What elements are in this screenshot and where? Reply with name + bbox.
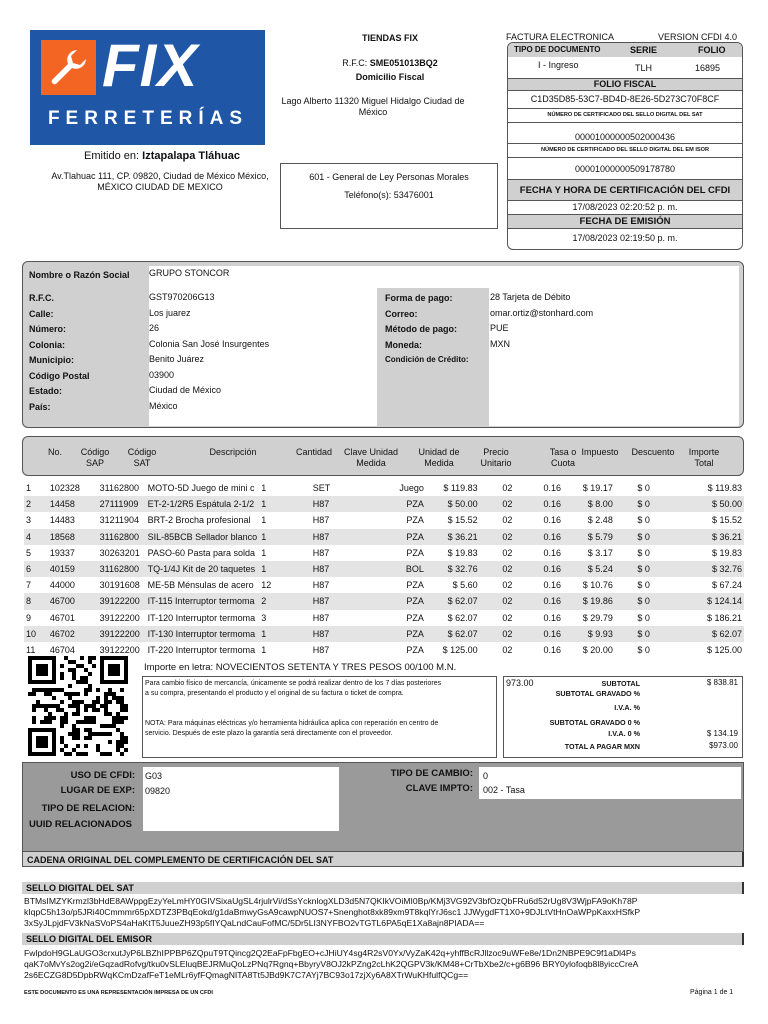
client-field-value: GST970206G13 xyxy=(149,292,215,302)
payment-method-value: PUE xyxy=(490,323,509,333)
lugar-exp-label: LUGAR DE EXP: xyxy=(60,785,135,796)
iva-label: I.V.A. % xyxy=(614,703,640,712)
cell-clave-unidad: SET xyxy=(312,483,331,494)
cell-precio: $ 119.83 xyxy=(443,483,478,494)
subtotal-value: $ 838.81 xyxy=(706,678,738,687)
cell-clave-unidad: H87 xyxy=(311,593,367,609)
cell-cuota: 0.16 xyxy=(535,561,563,577)
cell-no: 3 xyxy=(26,515,32,526)
cell-no: 5 xyxy=(26,547,32,558)
client-field-label: Estado: xyxy=(29,386,63,396)
fecha-emision-value: 17/08/2023 02:19:50 p. m. xyxy=(572,233,678,243)
cell-tasa: 02 xyxy=(502,547,513,558)
cell-descripcion: IT-220 Interruptor termoma xyxy=(147,644,256,655)
cell-codigo-sat: 31162800 xyxy=(99,483,140,494)
client-field-label: Número: xyxy=(29,324,67,334)
cell-clave-unidad: H87 xyxy=(311,561,367,577)
cell-unidad: PZA xyxy=(406,580,424,591)
client-section xyxy=(22,261,744,428)
cell-importe: $ 19.83 xyxy=(711,547,742,558)
cell-importe: $ 119.83 xyxy=(707,483,742,494)
cell-cantidad: 1 xyxy=(261,547,267,558)
cell-no: 4 xyxy=(24,529,48,545)
cell-descripcion: PASO-60 Pasta para solda xyxy=(147,547,256,558)
totals-box xyxy=(503,676,743,758)
cell-descuento: $ 0 xyxy=(615,561,672,577)
col-header-descripcion: Descripción xyxy=(209,447,257,457)
cell-tasa: 02 xyxy=(480,626,535,642)
branch-address: Av.Tlahuac 111, CP. 09820, Ciudad de México México, MÉXICO CIUDAD DE MEXICO xyxy=(51,171,269,192)
credit-condition-label: Condición de Crédito: xyxy=(385,355,469,364)
cell-importe: $ 124.14 xyxy=(672,593,744,609)
tipo-doc-label: TIPO DE DOCUMENTO xyxy=(514,45,601,54)
company-logo xyxy=(30,30,265,145)
cell-cuota: 0.16 xyxy=(543,612,562,623)
cell-unidad: PZA xyxy=(366,496,426,512)
cell-descripcion: SIL-85BCB Sellador blanco xyxy=(146,529,260,545)
sello-sat-value: BTMsIMZYKrmzl3bHdE8AWppgEzyYeLmHY0GIVSixaUgSL4rjulrVi/dSsYcknlogXLD3d5N7QKIkVOiMI0Bp/KMj3VG92V3bfOzQbFRu6d52rUg8V3WjpFA9oKh78P kIqpC5h13o/p5JRi40Cmmmr65pXDTZ3PBqEokd/g1daBmwyGsA9cawpNUOS7+Snenghot8xk89xm9T8kqlYrJ6sc1 JJWygdFT1X0+9DJLtVtHnOaWPpKaxxHSfkP 3xSyJLpjdFV3kNaSVoPS4aHaKtT5JuueZH93p5fIYQaLndCauFofMC/5Dr5LI3NYFBO2vTGTL6PA5qE1Xa8ajn8PIADA== xyxy=(24,896,640,928)
client-field-value: Colonia San José Insurgentes xyxy=(149,339,270,349)
cell-codigo-sat: 30263201 xyxy=(99,547,140,558)
email-label: Correo: xyxy=(385,309,418,319)
tipo-relacion-label: TIPO DE RELACION: xyxy=(41,803,135,814)
cell-clave-unidad: H87 xyxy=(312,547,330,558)
payment-form-label: Forma de pago: xyxy=(385,293,453,303)
cell-codigo-sap: 14483 xyxy=(49,515,75,526)
folio-label: FOLIO xyxy=(698,45,726,55)
cell-cantidad: 1 xyxy=(259,529,311,545)
cell-codigo-sap: 102328 xyxy=(49,483,80,494)
cell-impuesto: $ 19.17 xyxy=(582,483,613,494)
amount-in-words: Importe en letra: NOVECIENTOS SETENTA Y TRES PESOS 00/100 M.N. xyxy=(144,662,457,673)
cell-tasa: 02 xyxy=(480,496,535,512)
currency-label: Moneda: xyxy=(385,340,422,350)
cell-precio: $ 62.07 xyxy=(426,593,480,609)
wrench-icon xyxy=(41,40,96,95)
cell-cuota: 0.16 xyxy=(535,529,563,545)
cert-sat-label: NÚMERO DE CERTIFICADO DEL SELLO DIGITAL DEL SAT xyxy=(547,112,703,118)
table-row xyxy=(24,642,744,658)
cell-cuota: 0.16 xyxy=(543,547,562,558)
notice-box xyxy=(142,676,497,758)
cell-importe: $ 62.07 xyxy=(672,626,744,642)
cell-codigo-sat: 31162800 xyxy=(98,529,146,545)
client-field-value: 03900 xyxy=(149,370,175,380)
cell-codigo-sat: 39122200 xyxy=(98,626,146,642)
cell-codigo-sat: 27111909 xyxy=(98,496,146,512)
client-name-field xyxy=(149,266,739,288)
client-field-value: Los juarez xyxy=(149,308,191,318)
notice-text: Para cambio físico de mercancía, únicamente se podrá realizar dentro de los 7 días posteriores a su compra, presentando el producto y el original de su factura o ticket de compra. xyxy=(145,680,442,697)
cell-unidad: PZA xyxy=(366,593,426,609)
col-header-no: No. xyxy=(47,447,62,457)
cell-impuesto: $ 29.79 xyxy=(582,612,613,623)
cell-descuento: $ 0 xyxy=(637,580,650,591)
iva-0-label: I.V.A. 0 % xyxy=(608,729,640,738)
cell-descuento: $ 0 xyxy=(637,644,650,655)
cell-importe: $ 50.00 xyxy=(672,496,744,512)
page-number: Página 1 de 1 xyxy=(690,989,734,996)
total-label: TOTAL A PAGAR MXN xyxy=(564,742,640,751)
cell-codigo-sap: 40159 xyxy=(48,561,98,577)
cert-emisor-label: NÚMERO DE CERTIFICADO DEL SELLO DIGITAL DEL EM ISOR xyxy=(540,147,710,153)
cell-cuota: 0.16 xyxy=(543,580,562,591)
cell-no: 9 xyxy=(26,612,32,623)
tipo-cambio-value: 0 xyxy=(483,771,489,781)
col-header-codigo-sap: Código SAP xyxy=(80,447,110,468)
cell-clave-unidad: H87 xyxy=(311,496,367,512)
logo-subtext: FERRETERÍAS xyxy=(47,108,249,129)
cell-tasa: 02 xyxy=(480,593,535,609)
cert-emisor-value: 00001000000509178780 xyxy=(574,164,676,174)
cell-descuento: $ 0 xyxy=(637,547,650,558)
col-header-precio: Precio Unitario xyxy=(480,447,512,468)
cell-unidad: PZA xyxy=(406,612,424,623)
col-header-cantidad: Cantidad xyxy=(295,447,333,457)
cell-no: 1 xyxy=(26,483,32,494)
uuid-relacionados-label: UUID RELACIONADOS xyxy=(29,819,132,830)
cell-tasa: 02 xyxy=(502,580,513,591)
cell-clave-unidad: H87 xyxy=(312,612,330,623)
cell-cuota: 0.16 xyxy=(543,483,562,494)
rfc-label: R.F.C: xyxy=(342,58,368,68)
cell-importe: $ 125.00 xyxy=(706,644,742,655)
client-field-label: País: xyxy=(29,402,51,412)
cell-descuento: $ 0 xyxy=(637,515,650,526)
lugar-exp-value: 09820 xyxy=(145,786,171,796)
cell-codigo-sap: 46701 xyxy=(49,612,75,623)
cell-impuesto: $ 20.00 xyxy=(582,644,613,655)
tipo-cambio-label: TIPO DE CAMBIO: xyxy=(390,768,473,779)
client-name-label: Nombre o Razón Social xyxy=(29,270,130,280)
cell-no: 10 xyxy=(24,626,48,642)
table-row xyxy=(24,496,744,512)
cell-codigo-sat: 39122200 xyxy=(99,644,140,655)
email-value: omar.ortiz@stonhard.com xyxy=(490,308,594,318)
note-text: NOTA: Para máquinas eléctricas y/o herramienta hidráulica aplica con reperación en centro de servicio. Después de este plazo la garantía será directamente con el proveedor. xyxy=(145,720,439,737)
sello-emisor-value: FwlpdoH9GLaUGO3crxutJyP6LBZhIPPBP6ZQpuT9TQincg2Q2EaFpFbgEO+cJHiUY4sg4R2sV0Yx/VyZaK42q+yhffBcRJllzoc9uWFe8e/1Dn2NBPE9C9f1aDl4Ps qaK7oMvYs2og2i/eGqzadRofvg/tku0vSLEluqBEJRMuQoLzPNq7Rgnq+BbyryV8OJ2kPZng2cLhK2QGPV3k/KM48+CrTbXbe2/c+g6B96 BRY0ylofoqb8l8yiccCreA 2s6ECZG8D5DpbRWqKCmDzafFeT1eMLr6yfFQmagNITA8Tt5JBd9K7C7AYj7BC93o17zjXy6A8XTrWuKHfulfQCg== xyxy=(24,948,638,980)
cell-impuesto: $ 10.76 xyxy=(582,580,613,591)
cell-precio: $ 62.07 xyxy=(426,626,480,642)
rfc-value: SME051013BQ2 xyxy=(369,58,438,68)
cell-importe: $ 32.76 xyxy=(672,561,744,577)
cell-impuesto: $ 19.86 xyxy=(563,593,615,609)
subtotal-gravado-0-label: SUBTOTAL GRAVADO 0 % xyxy=(549,718,640,727)
cell-no: 7 xyxy=(26,580,32,591)
cell-codigo-sap: 46700 xyxy=(48,593,98,609)
cell-no: 11 xyxy=(26,644,36,655)
cell-impuesto: $ 5.24 xyxy=(563,561,615,577)
cell-cuota: 0.16 xyxy=(535,626,563,642)
client-field-label: Municipio: xyxy=(29,355,74,365)
cell-cuota: 0.16 xyxy=(535,593,563,609)
cell-importe: $ 67.24 xyxy=(711,580,742,591)
col-header-codigo-sat: Código SAT xyxy=(127,447,157,468)
sello-sat-label: SELLO DIGITAL DEL SAT xyxy=(22,882,744,894)
folio-fiscal-label: FOLIO FISCAL xyxy=(593,79,657,89)
iva-0-value: $ 134.19 xyxy=(706,729,738,738)
invoice-panel xyxy=(507,42,743,250)
cell-cantidad: 12 xyxy=(261,580,272,591)
invoice-title: FACTURA ELECTRONICA xyxy=(506,32,615,42)
cell-unidad: PZA xyxy=(366,529,426,545)
totals-amount-left: 973.00 xyxy=(506,678,534,688)
cell-unidad: BOL xyxy=(366,561,426,577)
cell-codigo-sap: 46704 xyxy=(49,644,75,655)
cell-descuento: $ 0 xyxy=(615,593,672,609)
cell-no: 6 xyxy=(24,561,48,577)
company-address: Lago Alberto 11320 Miguel Hidalgo Ciudad de México xyxy=(281,96,465,117)
serie-label: SERIE xyxy=(630,45,658,55)
cell-precio: $ 36.21 xyxy=(426,529,480,545)
company-name: TIENDAS FIX xyxy=(361,33,418,43)
cell-clave-unidad: H87 xyxy=(312,644,330,655)
cell-clave-unidad: H87 xyxy=(311,626,367,642)
cell-precio: $ 32.76 xyxy=(426,561,480,577)
clave-impto-value: 002 - Tasa xyxy=(483,785,525,795)
cell-codigo-sap: 44000 xyxy=(49,580,75,591)
subtotal-label: SUBTOTAL xyxy=(601,679,640,688)
cell-codigo-sap: 14458 xyxy=(48,496,98,512)
items-table xyxy=(24,480,744,658)
cell-impuesto: $ 5.79 xyxy=(563,529,615,545)
cell-descuento: $ 0 xyxy=(615,496,672,512)
client-field-value: Benito Juárez xyxy=(149,354,205,364)
cell-precio: $ 62.07 xyxy=(447,612,478,623)
cell-precio: $ 19.83 xyxy=(447,547,478,558)
uso-cfdi-label: USO DE CFDI: xyxy=(70,770,135,781)
cell-tasa: 02 xyxy=(502,483,513,494)
client-field-value: Ciudad de México xyxy=(149,385,222,395)
cell-codigo-sat: 31162800 xyxy=(98,561,146,577)
cfdi-version: VERSION CFDI 4.0 xyxy=(658,32,738,42)
cell-impuesto: $ 8.00 xyxy=(563,496,615,512)
cell-unidad: PZA xyxy=(406,547,424,558)
cell-cantidad: 2 xyxy=(259,593,311,609)
serie-value: TLH xyxy=(635,63,653,73)
cell-codigo-sap: 19337 xyxy=(49,547,75,558)
cell-codigo-sat: 39122200 xyxy=(98,593,146,609)
cell-descripcion: BRT-2 Brocha profesional xyxy=(147,515,251,526)
company-rfc xyxy=(280,58,500,68)
cell-cantidad: 1 xyxy=(261,515,267,526)
cell-descuento: $ 0 xyxy=(637,612,650,623)
cell-descripcion: TQ-1/4J Kit de 20 taquetes xyxy=(146,561,260,577)
cell-tasa: 02 xyxy=(502,515,513,526)
table-row xyxy=(24,610,744,626)
cell-precio: $ 50.00 xyxy=(426,496,480,512)
cell-cantidad: 1 xyxy=(261,483,267,494)
cell-descuento: $ 0 xyxy=(615,626,672,642)
cell-impuesto: $ 3.17 xyxy=(587,547,613,558)
cell-codigo-sat: 39122200 xyxy=(99,612,140,623)
cfdi-left-fields xyxy=(143,767,339,831)
cell-codigo-sap: 18568 xyxy=(48,529,98,545)
cell-tasa: 02 xyxy=(480,529,535,545)
cell-impuesto: $ 2.48 xyxy=(587,515,613,526)
cell-clave-unidad: H87 xyxy=(312,515,330,526)
cell-precio: $ 5.60 xyxy=(452,580,478,591)
cell-cuota: 0.16 xyxy=(535,496,563,512)
subtotal-gravado-label: SUBTOTAL GRAVADO % xyxy=(555,689,640,698)
cell-unidad: Juego xyxy=(399,483,424,494)
fecha-emision-label: FECHA DE EMISIÓN xyxy=(579,216,671,227)
total-value: $973.00 xyxy=(709,741,738,750)
cell-no: 8 xyxy=(24,593,48,609)
domicilio-label: Domicilio Fiscal xyxy=(355,72,425,82)
cell-descripcion: MOTO-5D Juego de mini c xyxy=(147,483,255,494)
table-row xyxy=(24,593,744,609)
cell-codigo-sat: 31211904 xyxy=(99,515,140,526)
table-row xyxy=(24,512,744,528)
table-row xyxy=(24,529,744,545)
sello-emisor-label: SELLO DIGITAL DEL EMISOR xyxy=(22,933,744,945)
emitido-en xyxy=(62,150,262,162)
folio-fiscal-value: C1D35D85-53C7-BD4D-8E26-5D273C70F8CF xyxy=(530,94,720,104)
table-row xyxy=(24,561,744,577)
client-field-label: Código Postal xyxy=(29,371,90,381)
cfdi-section xyxy=(22,762,744,852)
cell-precio: $ 15.52 xyxy=(447,515,478,526)
cell-cantidad: 1 xyxy=(259,626,311,642)
client-field-value: 26 xyxy=(149,323,160,333)
fecha-cert-value: 17/08/2023 02:20:52 p. m. xyxy=(572,202,678,212)
cell-unidad: PZA xyxy=(406,515,424,526)
cell-tasa: 02 xyxy=(502,644,513,655)
uso-cfdi-value: G03 xyxy=(145,771,163,781)
phone: Teléfono(s): 53476001 xyxy=(344,190,434,200)
table-row xyxy=(24,626,744,642)
col-header-descuento: Descuento xyxy=(631,447,675,457)
cell-tasa: 02 xyxy=(480,561,535,577)
cell-clave-unidad: H87 xyxy=(312,580,330,591)
currency-value: MXN xyxy=(490,339,510,349)
cell-descripcion: ET-2-1/2R5 Espátula 2-1/2 xyxy=(146,496,260,512)
cert-sat-value: 00001000000502000436 xyxy=(574,132,676,142)
tipo-doc-value: I - Ingreso xyxy=(538,60,579,70)
cell-codigo-sap: 46702 xyxy=(48,626,98,642)
cell-codigo-sat: 30191608 xyxy=(99,580,140,591)
logo-text: FIX xyxy=(102,32,199,99)
cell-cantidad: 1 xyxy=(259,561,311,577)
cell-impuesto: $ 9.93 xyxy=(563,626,615,642)
cell-unidad: PZA xyxy=(366,626,426,642)
col-header-impuesto: Impuesto xyxy=(581,447,619,457)
fecha-cert-label: FECHA Y HORA DE CERTIFICACIÓN DEL CFDI xyxy=(519,185,731,196)
cell-descripcion: IT-115 Interruptor termoma xyxy=(146,593,260,609)
cell-descripcion: IT-120 Interruptor termoma xyxy=(147,612,256,623)
col-header-clave-unidad: Clave Unidad Medida xyxy=(343,447,399,468)
col-header-importe: Importe Total xyxy=(688,447,720,468)
cell-unidad: PZA xyxy=(406,644,424,655)
cell-importe: $ 36.21 xyxy=(672,529,744,545)
regimen: 601 - General de Ley Personas Morales xyxy=(309,172,469,182)
cell-descripcion: ME-5B Ménsulas de acero xyxy=(147,580,254,591)
cell-cantidad: 3 xyxy=(261,612,267,623)
client-field-label: Colonia: xyxy=(29,340,65,350)
cadena-original-label: CADENA ORIGINAL DEL COMPLEMENTO DE CERTIFICACIÓN DEL SAT xyxy=(22,852,744,867)
table-row xyxy=(24,480,744,496)
table-row xyxy=(24,545,744,561)
cell-no: 2 xyxy=(24,496,48,512)
payment-form-value: 28 Tarjeta de Débito xyxy=(490,292,571,302)
footer-disclaimer: ESTE DOCUMENTO ES UNA REPRESENTACIÓN IMPRESA DE UN CFDI xyxy=(24,990,213,996)
cell-precio: $ 125.00 xyxy=(442,644,478,655)
cell-importe: $ 186.21 xyxy=(706,612,742,623)
cell-cuota: 0.16 xyxy=(543,644,562,655)
client-name: GRUPO STONCOR xyxy=(149,268,230,278)
cell-cantidad: 1 xyxy=(259,496,311,512)
cell-tasa: 02 xyxy=(502,612,513,623)
payment-method-label: Método de pago: xyxy=(385,324,457,334)
col-header-unidad: Unidad de Medida xyxy=(418,447,460,468)
client-field-value: México xyxy=(149,401,178,411)
emitido-label: Emitido en: xyxy=(84,150,140,162)
cell-importe: $ 15.52 xyxy=(711,515,742,526)
table-row xyxy=(24,577,744,593)
emitido-value: Iztapalapa Tláhuac xyxy=(142,150,240,162)
cell-descuento: $ 0 xyxy=(637,483,650,494)
col-header-tasa: Tasa o Cuota xyxy=(549,447,577,468)
clave-impto-label: CLAVE IMPTO: xyxy=(405,783,473,794)
folio-value: 16895 xyxy=(695,63,721,73)
cell-clave-unidad: H87 xyxy=(311,529,367,545)
cell-cuota: 0.16 xyxy=(543,515,562,526)
cell-cantidad: 1 xyxy=(261,644,267,655)
cell-descripcion: IT-130 Interruptor termoma xyxy=(146,626,260,642)
client-field-label: R.F.C. xyxy=(29,293,55,303)
cell-descuento: $ 0 xyxy=(615,529,672,545)
qr-code xyxy=(28,656,128,756)
regimen-box xyxy=(280,163,498,229)
client-field-label: Calle: xyxy=(29,309,54,319)
items-table-header xyxy=(22,436,744,476)
